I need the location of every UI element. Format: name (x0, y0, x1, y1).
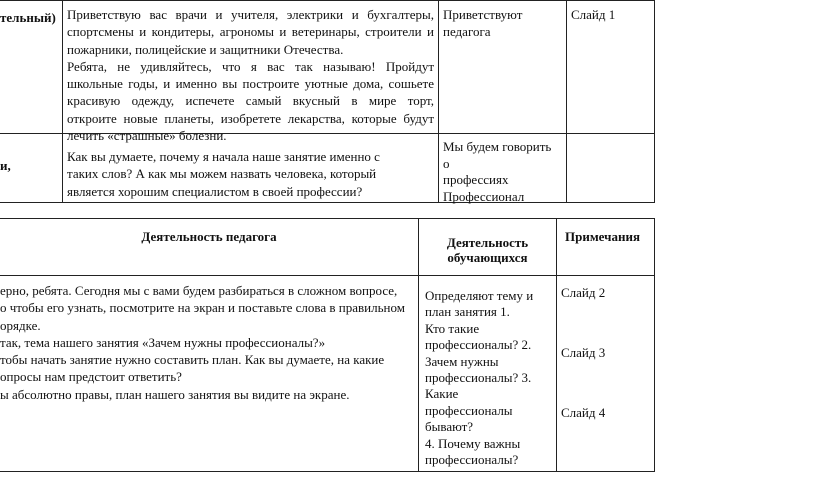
teacher-text-line: тобы начать занятие нужно составить план. Как вы думаете, на какие (0, 352, 385, 368)
students-text-line: профессионалы (425, 402, 513, 418)
teacher-text-line: откроите новые планеты, изобретете лекарства, которые будут (67, 110, 434, 126)
header-notes: Примечания (565, 229, 640, 244)
stage-cell-fragment: тельный) (0, 10, 56, 25)
top-table-border-right (654, 0, 655, 203)
header-students-activity-line1: Деятельность (446, 235, 529, 250)
students-cell-plan (425, 288, 533, 468)
teacher-text-line: ерно, ребята. Сегодня мы с вами будем разбираться в сложном вопросе, (0, 283, 398, 298)
teacher-text-line: так, тема нашего занятия «Зачем нужны профессионалы?» (0, 334, 326, 350)
students-text-line: Кто такие (425, 320, 480, 336)
stage-cell-fragment-2: и, (0, 158, 11, 173)
teacher-cell-greeting (67, 6, 434, 144)
note-slide-3: Слайд 3 (561, 345, 606, 360)
teacher-text-line: является хорошим специалистом в своей профессии? (67, 183, 363, 199)
top-table-col-divider-1 (62, 0, 63, 203)
teacher-text-line: Приветствую вас врачи и учителя, электрики и бухгалтеры, (67, 7, 434, 22)
bottom-table-border-right (654, 218, 655, 472)
students-text-line: педагога (443, 24, 491, 40)
students-text-line: план занятия 1. (425, 304, 510, 320)
teacher-text-line: Как вы думаете, почему я начала наше занятие именно с (67, 149, 380, 164)
students-cell-greeting (443, 6, 522, 41)
teacher-text-line: о чтобы его узнать, посмотрите на экран и поставьте слова в правильном (0, 300, 405, 316)
top-table-col-divider-3 (566, 0, 567, 203)
note-slide-1: Слайд 1 (571, 7, 616, 22)
header-students-activity-line2: обучающихся (447, 250, 528, 265)
students-text-line: профессионалы? 2. (425, 337, 532, 353)
teacher-cell-plan (0, 282, 405, 403)
teacher-text-line: пожарники, полицейские и защитники Отечества. (67, 41, 344, 57)
teacher-text-line: школьные годы, и именно вы построите уютные дома, сошьете (67, 76, 434, 92)
students-text-line: профессионалы? 3. (425, 370, 532, 386)
top-table-border-top (0, 0, 655, 1)
teacher-text-line: опросы нам предстоит ответить? (0, 369, 182, 385)
students-text-line: Мы будем говорить (443, 139, 552, 154)
teacher-cell-question (67, 148, 380, 200)
students-text-line: Определяют тему и (425, 288, 534, 303)
students-text-line: профессиях (443, 172, 509, 187)
header-teacher-activity: Деятельность педагога (141, 229, 277, 244)
teacher-text-line: ы абсолютно правы, план нашего занятия вы видите на экране. (0, 386, 350, 402)
students-text-line: бывают? (425, 419, 474, 435)
teacher-text-line: орядке. (0, 317, 41, 333)
teacher-text-line: лечить «страшные» болезни. (67, 128, 227, 144)
top-table-col-divider-2 (438, 0, 439, 203)
students-text-line: Какие (425, 386, 459, 402)
teacher-text-line: таких слов? А как мы можем назвать человека, который (67, 166, 377, 182)
note-slide-2: Слайд 2 (561, 285, 606, 300)
note-slide-4: Слайд 4 (561, 405, 606, 420)
students-text-line: Профессионал (443, 188, 525, 204)
students-text-line: 4. Почему важны (425, 435, 521, 451)
bottom-table-col-divider-2 (556, 218, 557, 472)
teacher-text-line: спортсмены и кондитеры, агрономы и ветеринары, строители и (67, 24, 434, 40)
top-table-border-bottom (0, 202, 655, 203)
teacher-text-line: Ребята, не удивляйтесь, что я вас так называю! Пройдут (67, 58, 434, 74)
students-text-line: Зачем нужны (425, 353, 499, 369)
students-cell-answer (443, 139, 551, 205)
teacher-text-line: красивую одежду, испечете самый вкусный в мире торт, (67, 93, 434, 109)
students-text-line: о (443, 155, 450, 171)
students-text-line: Приветствуют (443, 7, 523, 22)
students-text-line: профессионалы? (425, 452, 519, 468)
